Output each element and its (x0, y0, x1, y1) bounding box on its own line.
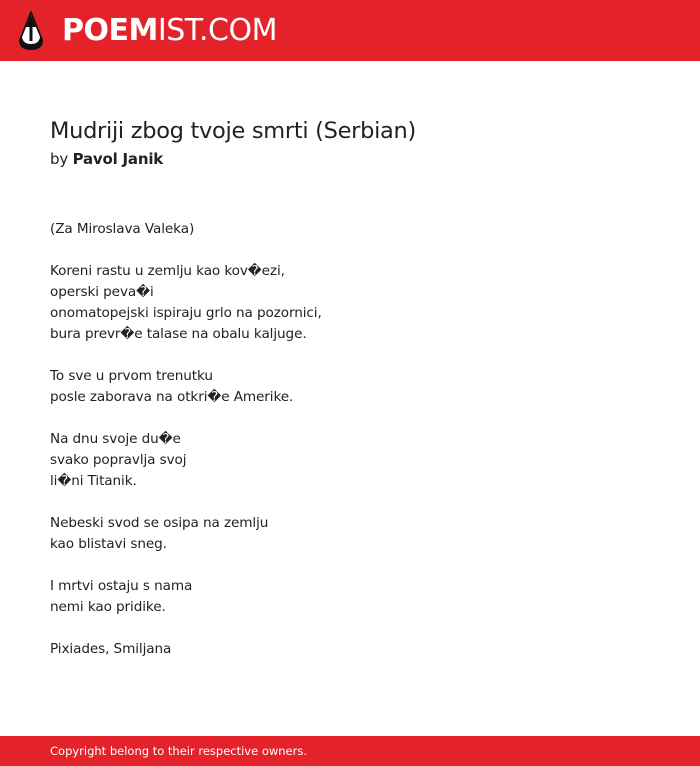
site-logo[interactable] (62, 12, 277, 50)
poem-line: Na dnu svoje du�e (50, 431, 181, 447)
stanza-4 (50, 513, 650, 555)
poem-title: Mudriji zbog tvoje smrti (Serbian) (50, 118, 416, 144)
translator-name: Pixiades, Smiljana (50, 641, 172, 657)
stanza-3 (50, 429, 650, 492)
poem-line: I mrtvi ostaju s nama (50, 578, 193, 594)
byline-prefix: by (50, 150, 68, 168)
translator-credit (50, 639, 650, 660)
poem-line: (Za Miroslava Valeka) (50, 221, 195, 237)
poem-line: onomatopejski ispiraju grlo na pozornici, (50, 305, 322, 321)
poem-line: svako popravlja svoj (50, 452, 187, 468)
stanza-5 (50, 576, 650, 618)
stanza-2 (50, 366, 650, 408)
site-header (0, 0, 700, 61)
pen-nib-icon[interactable] (18, 10, 44, 56)
stanza-1 (50, 261, 650, 345)
byline (50, 148, 163, 170)
poem-body (50, 219, 650, 681)
poem-line: To sve u prvom trenutku (50, 368, 213, 384)
logo-text-bold: POEM (62, 13, 158, 48)
poem-line: Koreni rastu u zemlju kao kov�ezi, (50, 263, 285, 279)
poem-line: operski peva�i (50, 284, 154, 300)
poem-line: bura prevr�e talase na obalu kaljuge. (50, 326, 307, 342)
poem-line: li�ni Titanik. (50, 473, 137, 489)
author-link[interactable]: Pavol Janik (72, 150, 164, 168)
poem-line: posle zaborava na otkri�e Amerike. (50, 389, 294, 405)
poem-line: nemi kao pridike. (50, 599, 166, 615)
poem-line: Nebeski svod se osipa na zemlju (50, 515, 269, 531)
logo-text-light: IST.COM (157, 13, 277, 48)
poem-line: kao blistavi sneg. (50, 536, 167, 552)
copyright-text: Copyright belong to their respective owners. (50, 744, 308, 758)
stanza-dedication (50, 219, 650, 240)
site-footer (0, 736, 700, 766)
